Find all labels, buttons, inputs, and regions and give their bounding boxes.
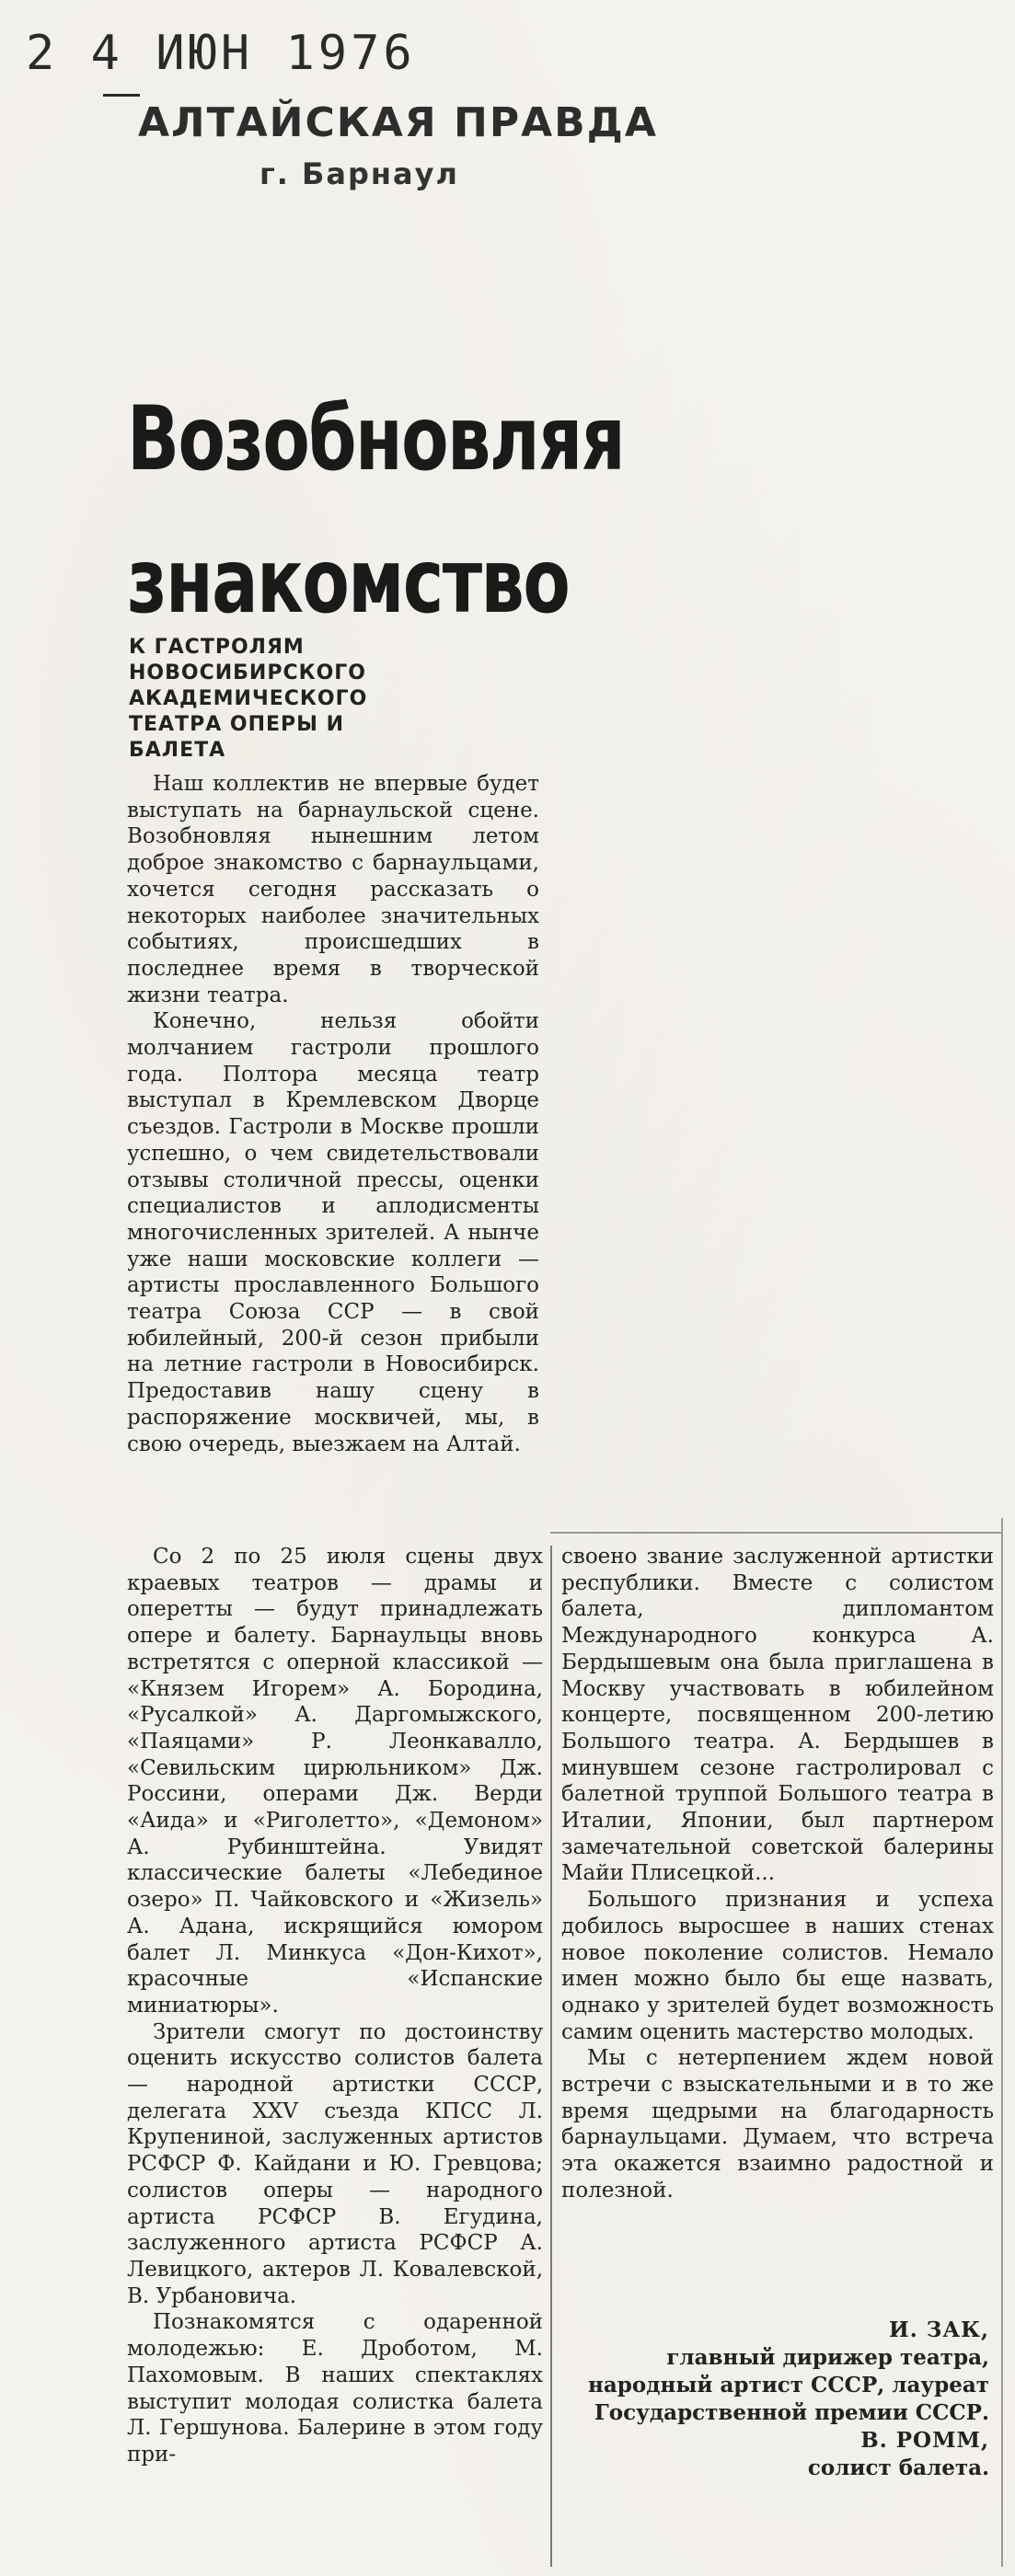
article-column-1-top — [127, 771, 539, 1457]
headline-line-1: Возобновляя — [127, 387, 625, 490]
headline-line-2: знакомство — [127, 530, 570, 633]
paragraph: Познакомятся с одаренной молодежью: Е. Дроботом, М. Пахомовым. В наших спектаклях выступит молодая солистка балета Л. Гершунова. Балерине в этом году при- — [127, 2310, 543, 2467]
newspaper-name-stamp: АЛТАЙСКАЯ ПРАВДА — [138, 99, 658, 146]
article-column-1-bottom — [127, 1544, 543, 2468]
paragraph: Конечно, нельзя обойти молчанием гастроли прошлого года. Полтора месяца театр выступал в Кремлевском Дворце съездов. Гастроли в Москве прошли успешно, о чем свидетельствовали отзывы столичной прессы, оценки специалистов и аплодисменты многочисленных зрителей. А нынче уже наши московские коллеги — артисты прославленного Большого театра Союза ССР — в свой юбилейный, 200-й сезон прибыли на летние гастроли в Новосибирск. Предоставив нашу сцену в распоряжение москвичей, мы, в свою очередь, выезжаем на Алтай. — [127, 1009, 539, 1456]
paragraph: своено звание заслуженной артистки республики. Вместе с солистом балета, дипломантом Международного конкурса А. Бердышевым она была приглашена в Москву участвовать в юбилейном концерте, посвященном 200-летию Большого театра. А. Бердышев в минувшем сезоне гастролировал с балетной труппой Большого театра в Италии, Японии, был партнером замечательной советской балерины Майи Плисецкой... — [561, 1545, 994, 1886]
stamp-divider — [103, 94, 140, 97]
date-stamp: 2 4 ИЮН 1976 — [26, 26, 416, 81]
clipping-edge-rule — [1001, 1518, 1003, 2567]
city-stamp: г. Барнаул — [260, 156, 459, 191]
article-headline — [127, 368, 625, 653]
signature-2-name: В. РОММ, — [860, 2428, 989, 2453]
signature-2-title: солист балета. — [807, 2455, 989, 2480]
paragraph: Зрители смогут по достоинству оценить искусство солистов балета — народной артистки СССР, делегата XXV съезда КПСС Л. Крупениной, заслуженных артистов РСФСР Ф. Кайдани и Ю. Гревцова; солистов оперы — народного артиста РСФСР В. Егудина, заслуженного артиста РСФСР А. Левицкого, актеров Л. Ковалевской, В. Урбановича. — [127, 2019, 543, 2308]
paragraph: Большого признания и успеха добилось выросшее в наших стенах новое поколение солистов. Немало имен можно было бы еще назвать, однако у зрителей будет возможность самим оценить мастерство молодых. — [561, 1888, 994, 2044]
article-column-2 — [561, 1544, 994, 2204]
article-subhead: К ГАСТРОЛЯМ НОВОСИБИРСКОГО АКАДЕМИЧЕСКОГО ТЕАТРА ОПЕРЫ И БАЛЕТА — [129, 636, 368, 762]
paragraph: Наш коллектив не впервые будет выступать на барнаульской сцене. Возобновляя нынешним летом доброе знакомство с барнаульцами, хочется сегодня рассказать о некоторых наиболее значительных событиях, происшедших в последнее время в творческой жизни театра. — [127, 772, 539, 1007]
signature-1-title: главный дирижер театра, народный артист СССР, лауреат Государственной премии СССР. — [588, 2345, 989, 2425]
paragraph: Мы с нетерпением ждем новой встречи с взыскательными и в то же время щедрыми на благодарность барнаульцами. Думаем, что встреча эта окажется взаимно радостной и полезной. — [561, 2046, 994, 2202]
paragraph: Со 2 по 25 июля сцены двух краевых театров — драмы и оперетты — будут принадлежать опере и балету. Барнаульцы вновь встретятся с оперной классикой — «Князем Игорем» А. Бородина, «Русалкой» А. Даргомыжского, «Паяцами» Р. Леонкавалло, «Севильским цирюльником» Дж. Россини, операми Дж. Верди «Аида» и «Риголетто», «Демоном» А. Рубинштейна. Увидят классические балеты «Лебединое озеро» П. Чайковского и «Жизель» А. Адана, искрящийся юмором балет Л. Минкуса «Дон-Кихот», красочные «Испанские миниатюры». — [127, 1545, 543, 2018]
signature-1-name: И. ЗАК, — [889, 2317, 989, 2342]
article-signatures — [548, 2317, 989, 2482]
column-divider-horizontal — [550, 1532, 1001, 1534]
